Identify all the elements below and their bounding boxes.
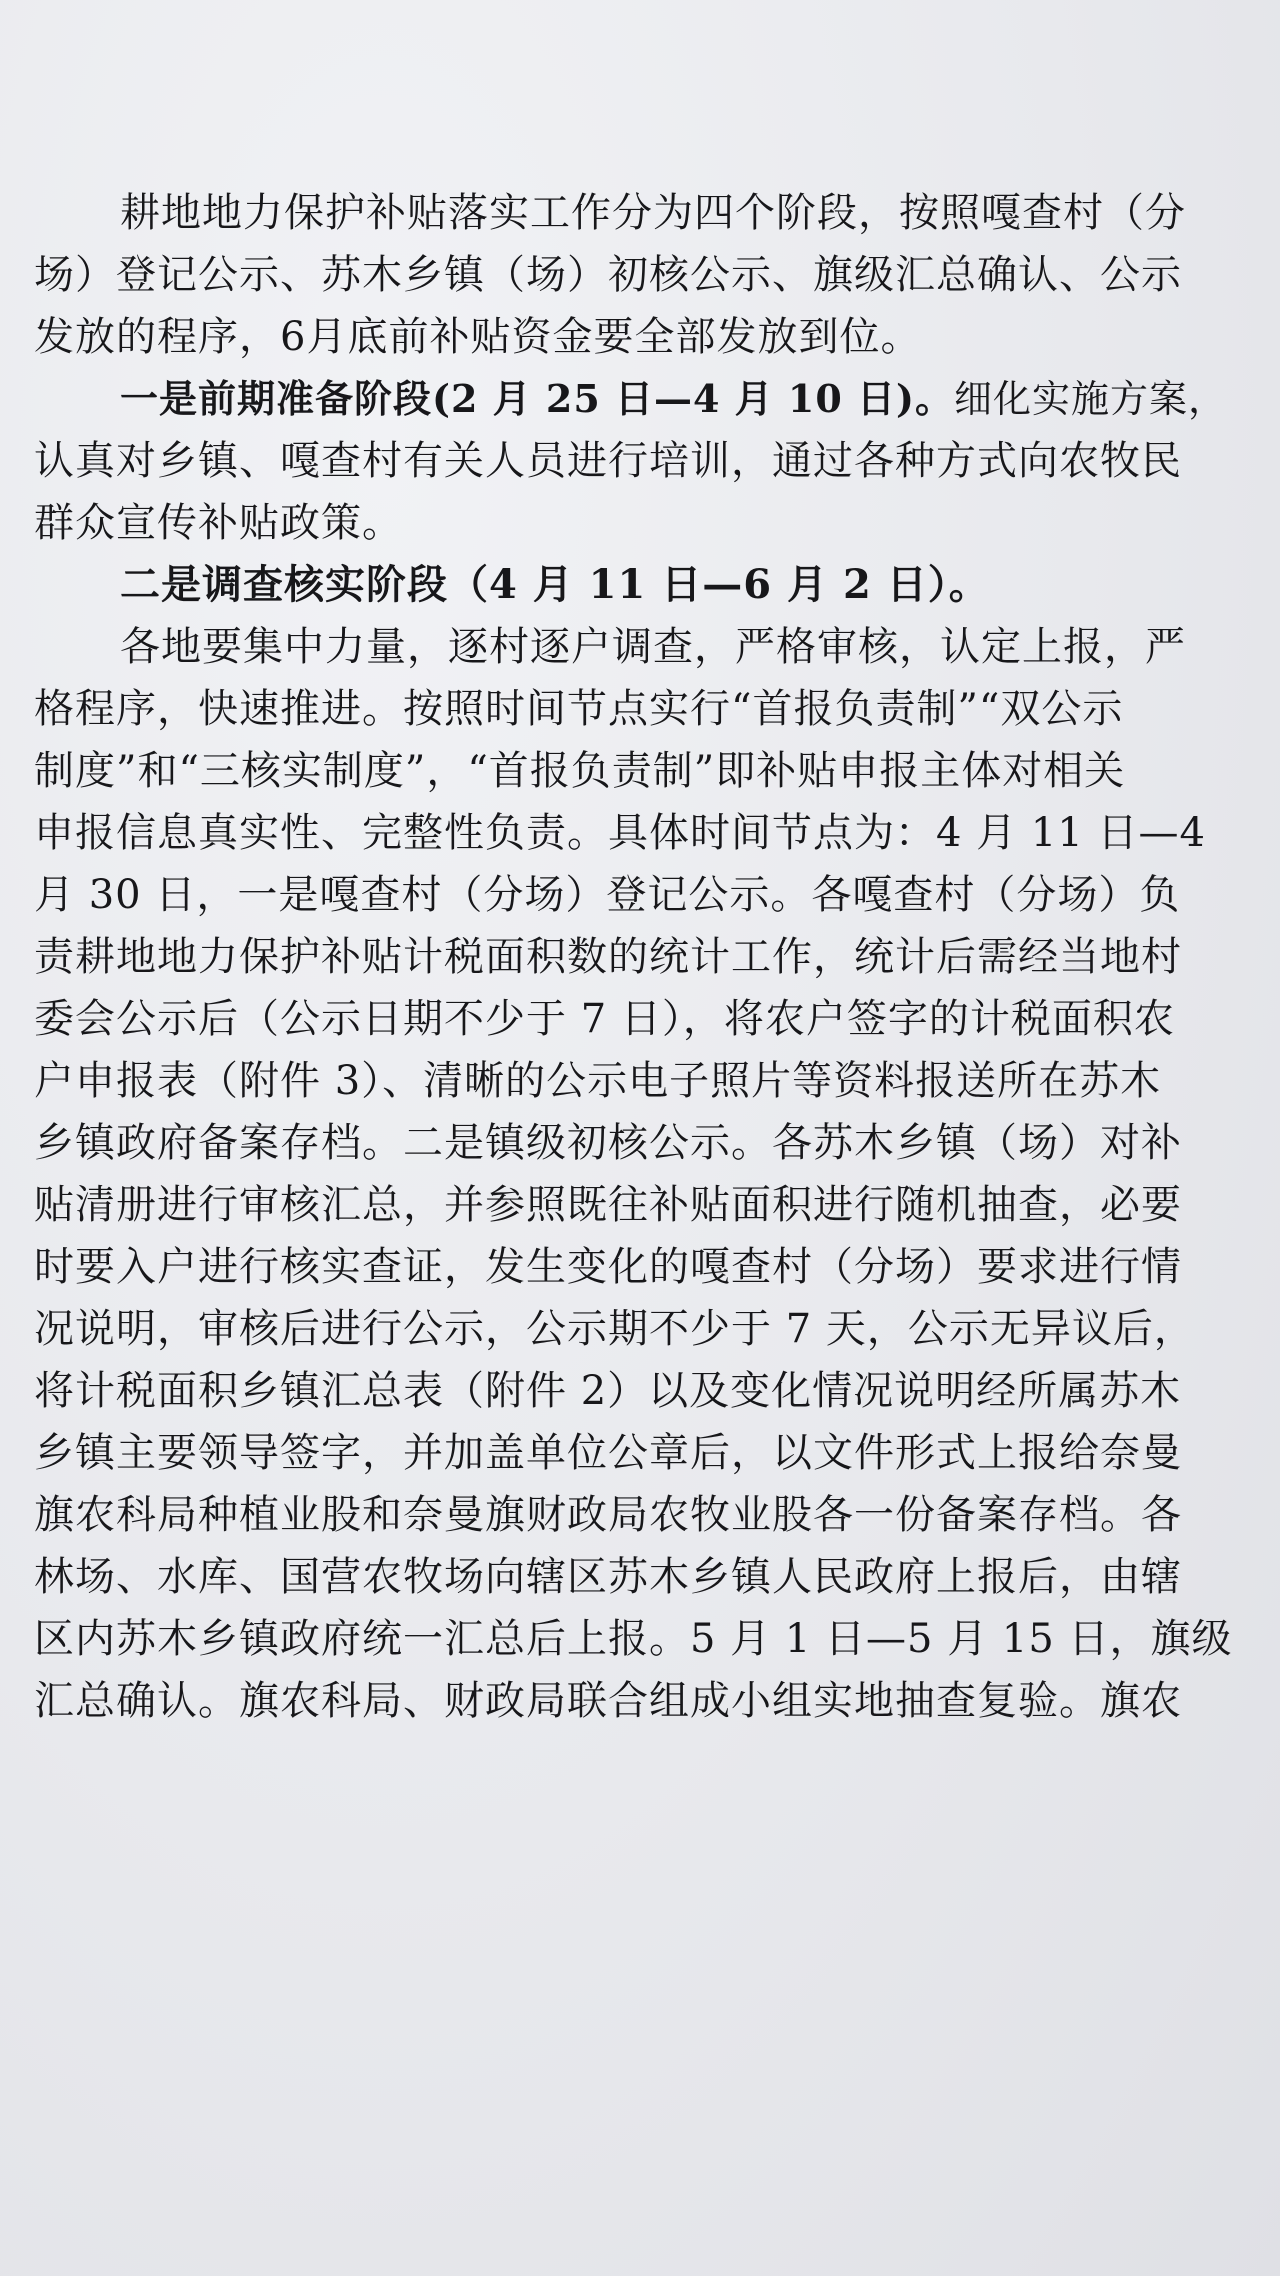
text-line: 各地要集中力量，逐村逐户调查，严格审核，认定上报，严	[120, 624, 1186, 670]
text-line: 格程序，快速推进。按照时间节点实行“首报负责制”“双公示	[34, 686, 1124, 732]
text-line: 申报信息真实性、完整性负责。具体时间节点为：4 月 11 日—4	[34, 810, 1206, 856]
text-line: 贴清册进行审核汇总，并参照既往补贴面积进行随机抽查，必要	[34, 1182, 1182, 1228]
section-heading-verification: 二是调查核实阶段（4 月 11 日—6 月 2 日）。	[120, 561, 990, 608]
text-line: 认真对乡镇、嘎查村有关人员进行培训，通过各种方式向农牧民	[34, 438, 1182, 484]
text-line: 制度”和“三核实制度”，“首报负责制”即补贴申报主体对相关	[34, 748, 1126, 794]
text-line: 汇总确认。旗农科局、财政局联合组成小组实地抽查复验。旗农	[34, 1678, 1182, 1724]
text-line: 发放的程序，6月底前补贴资金要全部发放到位。	[34, 314, 922, 360]
section-heading-preparation: 一是前期准备阶段(2 月 25 日—4 月 10 日)。	[120, 376, 954, 421]
text-line: 群众宣传补贴政策。	[34, 500, 403, 546]
text-line: 耕地地力保护补贴落实工作分为四个阶段，按照嘎查村（分	[120, 190, 1186, 236]
text-line: 乡镇主要领导签字，并加盖单位公章后，以文件形式上报给奈曼	[34, 1430, 1182, 1476]
text-line: 责耕地地力保护补贴计税面积数的统计工作，统计后需经当地村	[34, 934, 1182, 980]
text-line: 将计税面积乡镇汇总表（附件 2）以及变化情况说明经所属苏木	[34, 1368, 1182, 1414]
text-line: 月 30 日，一是嘎查村（分场）登记公示。各嘎查村（分场）负	[34, 872, 1181, 918]
text-line: 时要入户进行核实查证，发生变化的嘎查村（分场）要求进行情	[34, 1244, 1182, 1290]
text-line: 况说明，审核后进行公示，公示期不少于 7 天，公示无异议后，	[34, 1306, 1195, 1352]
text-line: 一是前期准备阶段(2 月 25 日—4 月 10 日)。细化实施方案，	[120, 376, 1227, 421]
text-line: 委会公示后（公示日期不少于 7 日），将农户签字的计税面积农	[34, 996, 1175, 1042]
text-line: 区内苏木乡镇政府统一汇总后上报。5 月 1 日—5 月 15 日，旗级	[34, 1616, 1233, 1662]
text-line: 场）登记公示、苏木乡镇（场）初核公示、旗级汇总确认、公示	[34, 252, 1182, 298]
text-line	[34, 554, 1250, 616]
text-line: 乡镇政府备案存档。二是镇级初核公示。各苏木乡镇（场）对补	[34, 1120, 1182, 1166]
text-line: 林场、水库、国营农牧场向辖区苏木乡镇人民政府上报后，由辖	[34, 1554, 1182, 1600]
text-line: 旗农科局种植业股和奈曼旗财政局农牧业股各一份备案存档。各	[34, 1492, 1182, 1538]
text-line: 户申报表（附件 3）、清晰的公示电子照片等资料报送所在苏木	[34, 1058, 1162, 1104]
document-body	[34, 182, 1250, 1732]
